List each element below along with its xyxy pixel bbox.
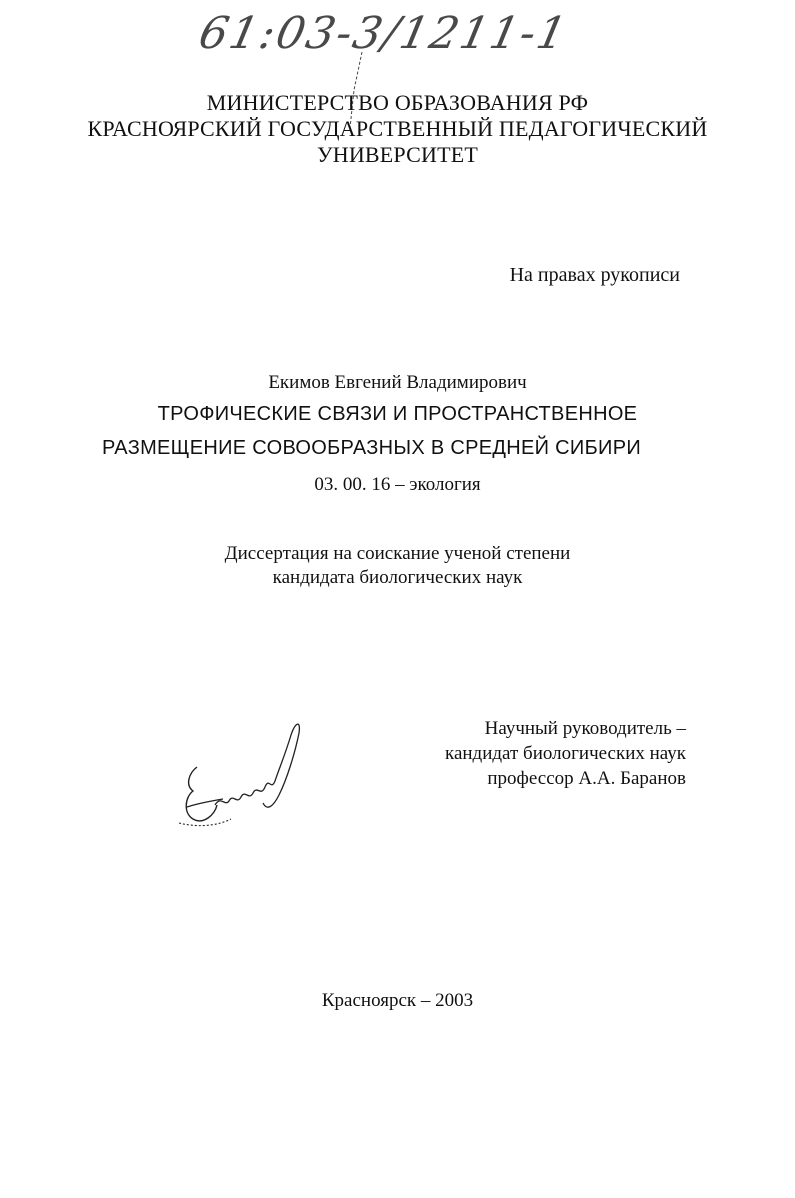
supervisor-line2: кандидат биологических наук: [445, 743, 686, 764]
specialty-code: 03. 00. 16 – экология: [314, 474, 481, 495]
manuscript-rights-note: На правах рукописи: [509, 264, 680, 286]
university-heading-line1: КРАСНОЯРСКИЙ ГОСУДАРСТВЕННЫЙ ПЕДАГОГИЧЕСКИЙ: [87, 116, 708, 141]
thesis-title-line1: ТРОФИЧЕСКИЕ СВЯЗИ И ПРОСТРАНСТВЕННОЕ: [157, 403, 638, 425]
city-year: Красноярск – 2003: [321, 990, 474, 1011]
archive-number-text: 61:03-3/1211-1: [194, 8, 573, 59]
university-heading-line2: УНИВЕРСИТЕТ: [316, 142, 479, 167]
dissertation-line2: кандидата биологических наук: [272, 567, 523, 588]
author-signature: [175, 715, 315, 840]
author-name: Екимов Евгений Владимирович: [268, 372, 527, 393]
dissertation-line1: Диссертация на соискание ученой степени: [224, 543, 571, 564]
ministry-heading: МИНИСТЕРСТВО ОБРАЗОВАНИЯ РФ: [206, 90, 589, 115]
thesis-title-line2: РАЗМЕЩЕНИЕ СОВООБРАЗНЫХ В СРЕДНЕЙ СИБИРИ: [101, 437, 642, 459]
supervisor-line3: профессор А.А. Баранов: [487, 768, 686, 789]
supervisor-line1: Научный руководитель –: [484, 718, 686, 739]
archive-number-stamp: [194, 8, 573, 78]
